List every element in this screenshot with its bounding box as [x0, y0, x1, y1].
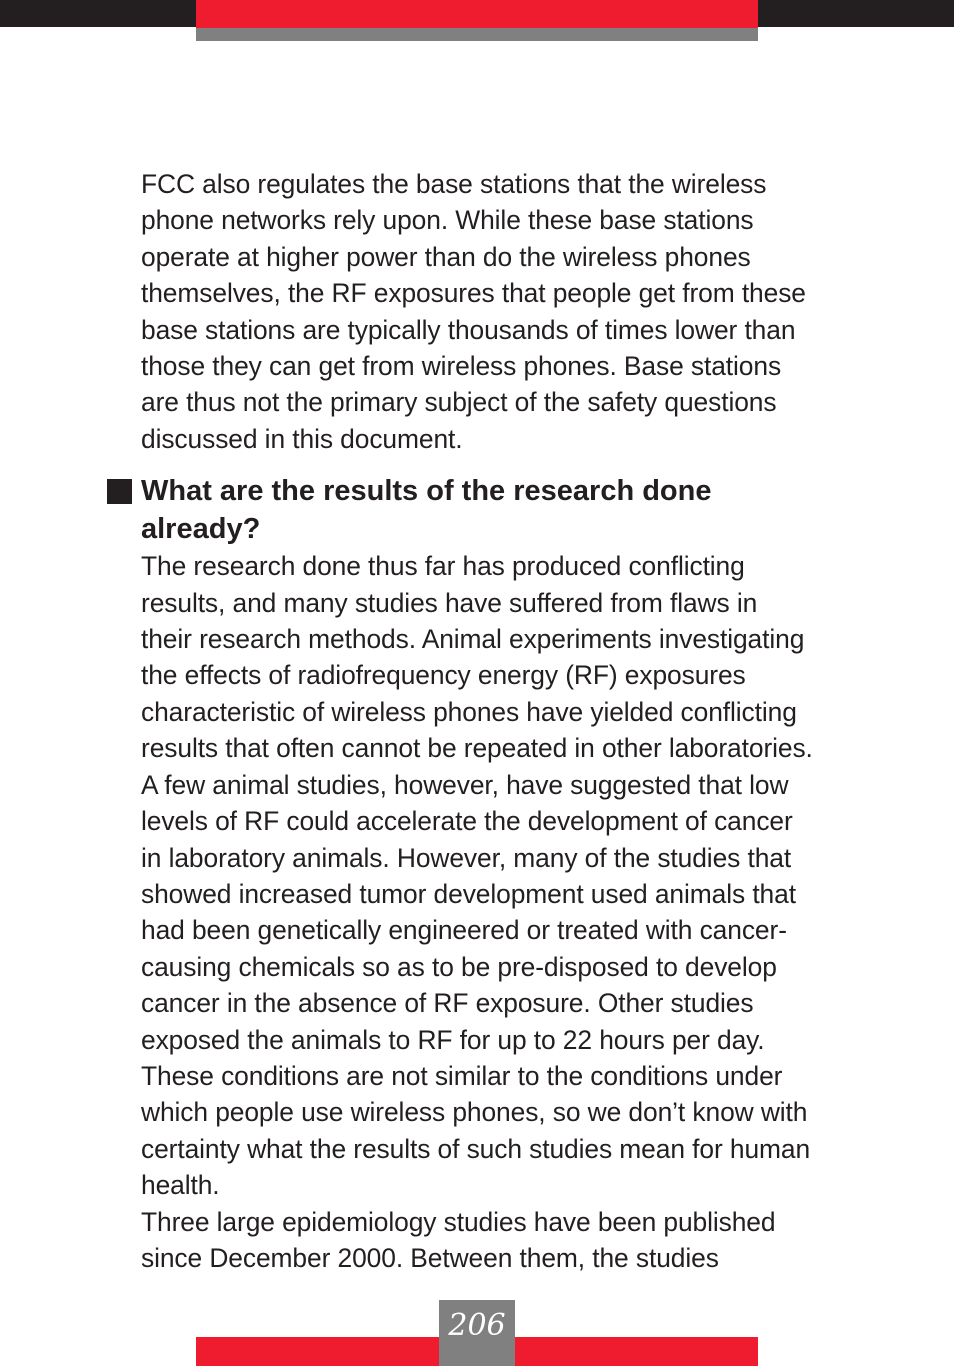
paragraph-line: health. — [141, 1170, 220, 1201]
paragraph-line: FCC also regulates the base stations that the wireless — [141, 169, 767, 199]
paragraph-line: themselves, the RF exposures that people get from these — [141, 278, 806, 309]
paragraph-line: phone networks rely upon. While these base stations — [141, 205, 754, 236]
paragraph-line: which people use wireless phones, so we don’t know with — [141, 1097, 808, 1128]
section-paragraph-2 — [141, 1204, 901, 1277]
square-bullet-icon — [107, 479, 132, 504]
top-gray-band — [196, 28, 758, 41]
paragraph-line: operate at higher power than do the wireless phones — [141, 241, 751, 272]
paragraph-line: certainty what the results of such studies mean for human — [141, 1133, 811, 1164]
paragraph-line: those they can get from wireless phones. Base stations — [141, 351, 782, 382]
paragraph-line: The research done thus far has produced conflicting — [141, 551, 745, 582]
paragraph-line: causing chemicals so as to be pre-disposed to develop — [141, 951, 777, 982]
paragraph-line: exposed the animals to RF for up to 22 hours per day. — [141, 1024, 765, 1055]
top-red-band — [196, 0, 758, 28]
section-heading — [141, 472, 901, 548]
paragraph-line: their research methods. Animal experiments investigating — [141, 624, 805, 655]
intro-paragraph — [141, 166, 901, 457]
paragraph-line: showed increased tumor development used animals that — [141, 878, 796, 909]
section-heading-block — [141, 472, 901, 548]
paragraph-line: cancer in the absence of RF exposure. Other studies — [141, 988, 754, 1019]
paragraph-line: discussed in this document. — [141, 423, 463, 454]
paragraph-line: the effects of radiofrequency energy (RF) exposures — [141, 660, 746, 691]
paragraph-line: had been genetically engineered or treated with cancer- — [141, 915, 787, 946]
paragraph-line: since December 2000. Between them, the studies — [141, 1242, 719, 1273]
paragraph-line: are thus not the primary subject of the safety questions — [141, 387, 777, 418]
paragraph-line: in laboratory animals. However, many of the studies that — [141, 842, 792, 873]
heading-line: What are the results of the research done — [141, 475, 712, 508]
paragraph-line: results, and many studies have suffered from flaws in — [141, 587, 758, 618]
paragraph-line: results that often cannot be repeated in other laboratories. — [141, 733, 813, 764]
section-paragraph — [141, 548, 901, 1203]
paragraph-line: A few animal studies, however, have suggested that low — [141, 769, 789, 800]
paragraph-line: levels of RF could accelerate the development of cancer — [141, 806, 793, 837]
paragraph-line: base stations are typically thousands of times lower than — [141, 314, 796, 345]
paragraph-line: Three large epidemiology studies have been published — [141, 1206, 776, 1237]
paragraph-line: characteristic of wireless phones have yielded conflicting — [141, 696, 797, 727]
heading-line: already? — [141, 513, 261, 546]
paragraph-line: These conditions are not similar to the conditions under — [141, 1060, 783, 1091]
page-number: 206 — [448, 1308, 506, 1343]
page-content — [141, 166, 901, 1276]
